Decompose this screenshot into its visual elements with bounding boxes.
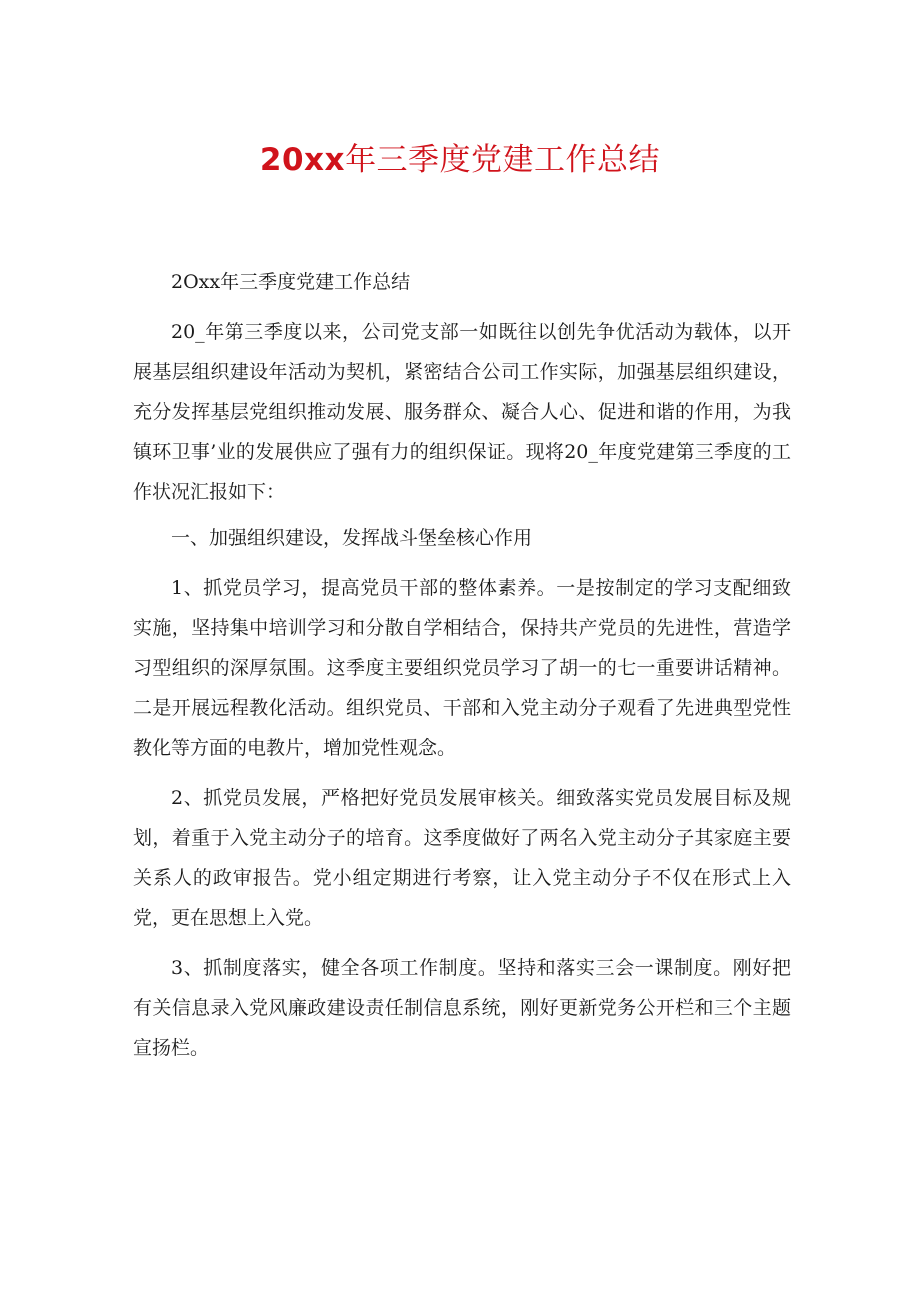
paragraph-item-3: 3、抓制度落实，健全各项工作制度。坚持和落实三会一课制度。刚好把有关信息录入党风廉政建设责任制信息系统，刚好更新党务公开栏和三个主题宣扬栏。 (133, 957, 791, 1059)
intro-paragraph: 20_年第三季度以来，公司党支部一如既往以创先争优活动为载体，以开展基层组织建设年活动为契机，紧密结合公司工作实际，加强基层组织建设，充分发挥基层党组织推动发展、服务群众、凝合人心、促进和谐的作用，为我镇环卫事’业的发展供应了强有力的组织保证。现将20_年度党建第三季度的工作状况汇报如下： (133, 321, 791, 503)
paragraph-item-1: 1、抓党员学习，提高党员干部的整体素养。一是按制定的学习支配细致实施，坚持集中培训学习和分散自学相结合，保持共产党员的先进性，营造学习型组织的深厚氛围。这季度主要组织党员学习了胡一的七一重要讲话精神。二是开展远程教化活动。组织党员、干部和入党主动分子观看了先进典型党性教化等方面的电教片，增加党性观念。 (133, 577, 791, 759)
document-title (0, 140, 920, 180)
section-heading: 一、加强组织建设，发挥战斗堡垒核心作用 (171, 527, 533, 549)
document-body (133, 262, 791, 1078)
document-title-text: 年三季度党建工作总结 (345, 142, 661, 178)
document-title-year: 20xx (259, 142, 346, 178)
paragraph-item-2: 2、抓党员发展，严格把好党员发展审核关。细致落实党员发展目标及规划，着重于入党主动分子的培育。这季度做好了两名入党主动分子其家庭主要关系人的政审报告。党小组定期进行考察，让入党主动分子不仅在形式上入党，更在思想上入党。 (133, 787, 791, 929)
document-subtitle: 2Oxx年三季度党建工作总结 (171, 271, 411, 293)
